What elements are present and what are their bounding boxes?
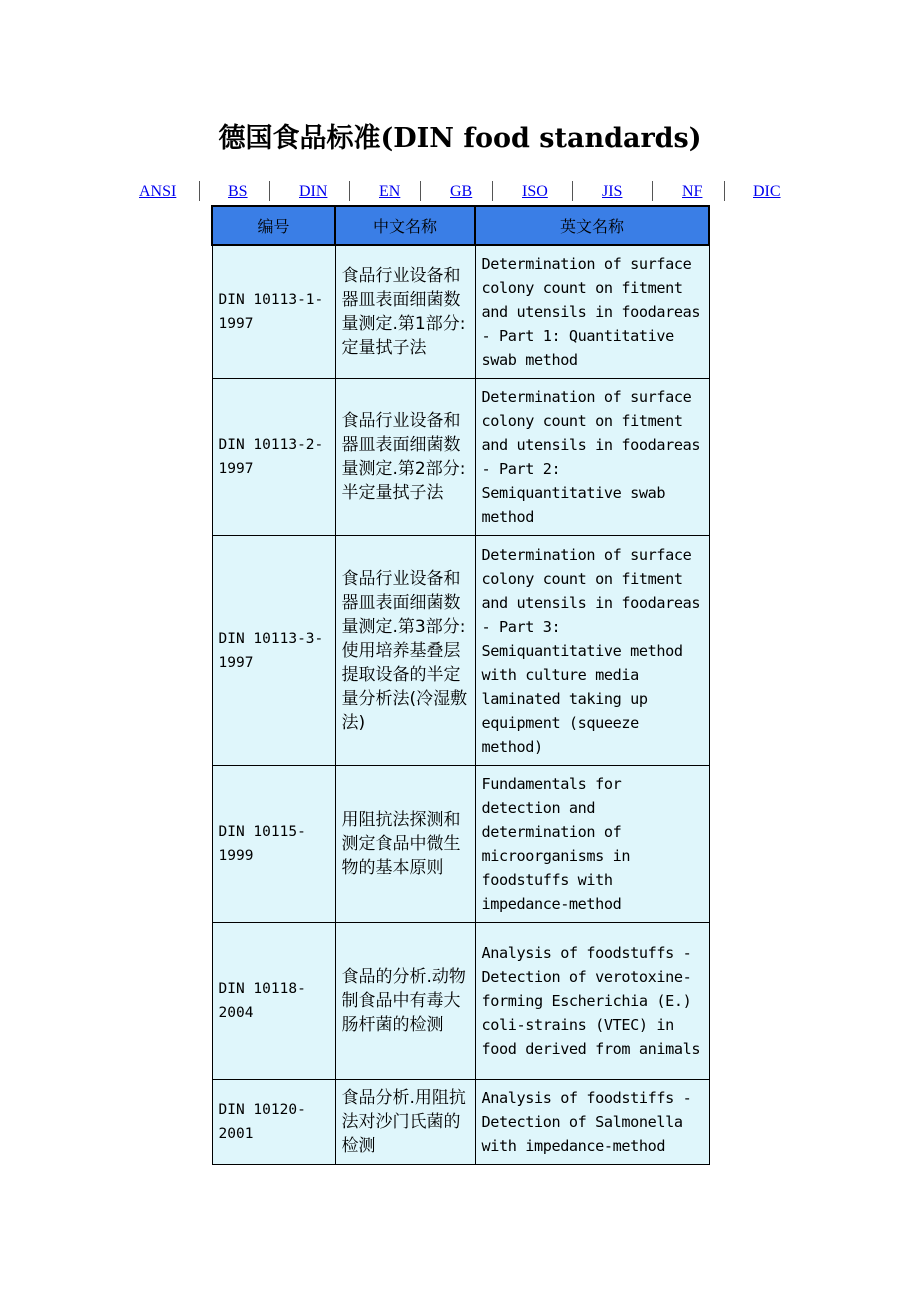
- nav-link-jis[interactable]: JIS: [602, 183, 623, 200]
- chinese-name: 食品行业设备和器皿表面细菌数量测定.第2部分:半定量拭子法: [335, 379, 475, 536]
- nav-link-iso[interactable]: ISO: [522, 183, 548, 200]
- standard-code: DIN 10113-2-1997: [212, 379, 335, 536]
- standard-code: DIN 10113-3-1997: [212, 536, 335, 766]
- english-name: Fundamentals for detection and determination of microorganisms in foodstuffs with impedance-method: [475, 766, 709, 923]
- nav-separator: [420, 181, 421, 201]
- english-name: Analysis of foodstiffs - Detection of Salmonella with impedance-method: [475, 1080, 709, 1165]
- nav-link-nf[interactable]: NF: [682, 183, 703, 200]
- english-name: Analysis of foodstuffs - Detection of verotoxine-forming Escherichia (E.) coli-strains (VTEC) in food derived from animals: [475, 923, 709, 1080]
- table-row: [212, 923, 709, 1080]
- nav-link-dic[interactable]: DIC: [753, 183, 781, 200]
- chinese-name: 食品分析.用阻抗法对沙门氏菌的检测: [335, 1080, 475, 1165]
- nav-link-gb[interactable]: GB: [450, 183, 473, 200]
- table-header-row: [212, 206, 709, 245]
- nav-separator: [572, 181, 573, 201]
- nav-link-din[interactable]: DIN: [299, 183, 328, 200]
- table-row: [212, 536, 709, 766]
- english-name: Determination of surface colony count on fitment and utensils in foodareas - Part 3: Semiquantitative method with culture media laminated taking up equipment (squeeze method): [475, 536, 709, 766]
- nav-separator: [492, 181, 493, 201]
- chinese-name: 食品行业设备和器皿表面细菌数量测定.第1部分:定量拭子法: [335, 245, 475, 379]
- standards-table: [211, 205, 710, 1165]
- standard-code: DIN 10115-1999: [212, 766, 335, 923]
- page-title: 德国食品标准(DIN food standards): [218, 123, 702, 154]
- table-row: [212, 1080, 709, 1165]
- header-code: 编号: [212, 206, 335, 245]
- nav-separator: [724, 181, 725, 201]
- nav-separator: [652, 181, 653, 201]
- table-row: [212, 379, 709, 536]
- nav-separator: [199, 181, 200, 201]
- english-name: Determination of surface colony count on fitment and utensils in foodareas - Part 1: Quantitative swab method: [475, 245, 709, 379]
- header-chinese-name: 中文名称: [335, 206, 475, 245]
- nav-separator: [349, 181, 350, 201]
- nav-link-ansi[interactable]: ANSI: [139, 183, 177, 200]
- table-row: [212, 766, 709, 923]
- standard-code: DIN 10113-1-1997: [212, 245, 335, 379]
- standards-nav: [0, 183, 920, 205]
- nav-separator: [269, 181, 270, 201]
- chinese-name: 食品的分析.动物制食品中有毒大肠杆菌的检测: [335, 923, 475, 1080]
- header-english-name: 英文名称: [475, 206, 709, 245]
- standard-code: DIN 10118-2004: [212, 923, 335, 1080]
- chinese-name: 用阻抗法探测和测定食品中微生物的基本原则: [335, 766, 475, 923]
- standard-code: DIN 10120-2001: [212, 1080, 335, 1165]
- nav-link-en[interactable]: EN: [379, 183, 401, 200]
- nav-link-bs[interactable]: BS: [228, 183, 248, 200]
- english-name: Determination of surface colony count on fitment and utensils in foodareas - Part 2: Semiquantitative swab method: [475, 379, 709, 536]
- table-row: [212, 245, 709, 379]
- chinese-name: 食品行业设备和器皿表面细菌数量测定.第3部分:使用培养基叠层提取设备的半定量分析法(冷湿敷法): [335, 536, 475, 766]
